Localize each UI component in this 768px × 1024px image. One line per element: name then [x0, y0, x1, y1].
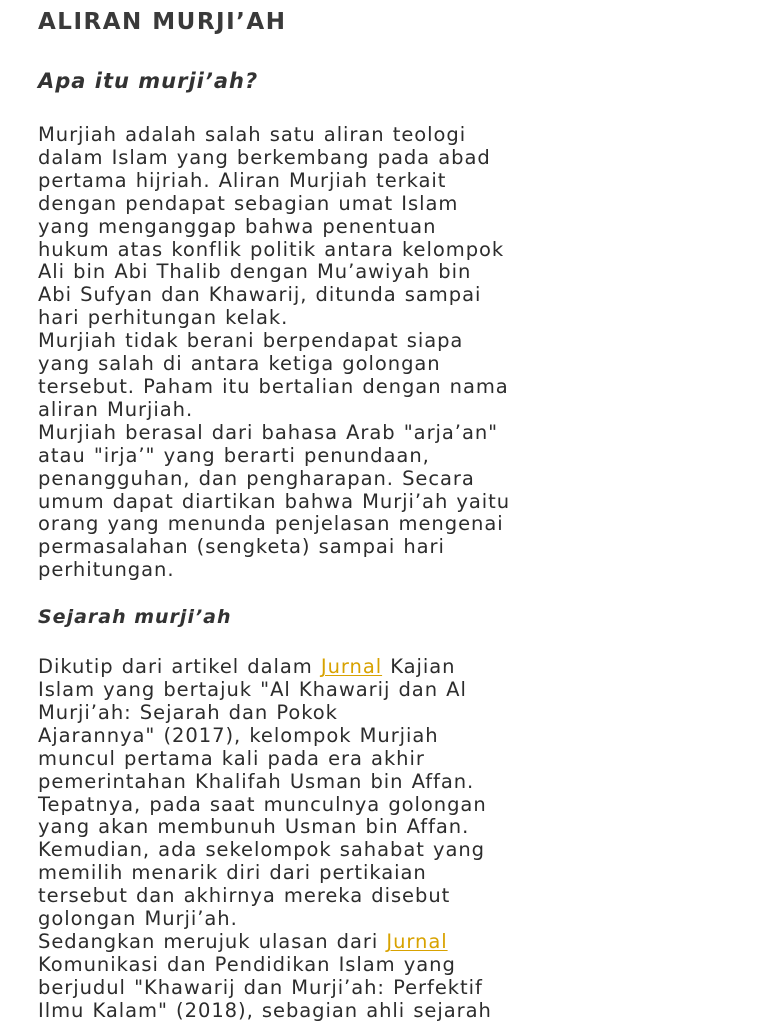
- text-line: [38, 656, 738, 679]
- text-line: permasalahan (sengketa) sampai hari: [38, 535, 445, 559]
- text-line: Islam yang bertajuk "Al Khawarij dan Al: [38, 678, 467, 702]
- article: [38, 0, 738, 1023]
- text-line: [38, 931, 738, 954]
- text-fragment: Dikutip dari artikel dalam: [38, 655, 321, 679]
- text-line: hukum atas konflik politik antara kelompok: [38, 237, 505, 261]
- text-line: orang yang menunda penjelasan mengenai: [38, 512, 504, 536]
- text-line: tersebut. Paham itu bertalian dengan nama: [38, 374, 509, 398]
- text-line: Murji’ah: Sejarah dan Pokok: [38, 700, 338, 724]
- text-line: penangguhan, dan pengharapan. Secara: [38, 466, 475, 490]
- text-line: perhitungan.: [38, 558, 175, 582]
- text-line: Komunikasi dan Pendidikan Islam yang: [38, 952, 456, 976]
- text-line: pemerintahan Khalifah Usman bin Affan.: [38, 769, 475, 793]
- text-line: memilih menarik diri dari pertikaian: [38, 861, 427, 885]
- text-line: Murjiah tidak berani berpendapat siapa: [38, 329, 464, 353]
- text-line: Kemudian, ada sekelompok sahabat yang: [38, 838, 486, 862]
- paragraph-history: [38, 656, 738, 931]
- text-fragment: Sedangkan merujuk ulasan dari: [38, 930, 387, 953]
- text-line: Ilmu Kalam" (2018), sebagian ahli sejarah: [38, 998, 492, 1022]
- jurnal-link[interactable]: Jurnal: [320, 655, 383, 679]
- section-heading-apa-itu: Apa itu murji’ah?: [38, 69, 259, 93]
- text-line: Murjiah adalah salah satu aliran teologi: [38, 123, 467, 146]
- text-line: golongan Murji’ah.: [38, 907, 238, 931]
- text-fragment: Kajian: [382, 655, 456, 679]
- text-line: tersebut dan akhirnya mereka disebut: [38, 884, 451, 908]
- text-line: muncul pertama kali pada era akhir: [38, 746, 425, 770]
- text-line: yang menganggap bahwa penentuan: [38, 214, 437, 238]
- text-line: dalam Islam yang berkembang pada abad: [38, 145, 491, 169]
- jurnal-link-2[interactable]: Jurnal: [386, 930, 448, 953]
- text-line: pertama hijriah. Aliran Murjiah terkait: [38, 168, 447, 192]
- page-title: ALIRAN MURJI’AH: [38, 9, 287, 35]
- paragraph-history-2: [38, 931, 738, 1023]
- text-line: Ajarannya" (2017), kelompok Murjiah: [38, 723, 439, 747]
- text-line: Tepatnya, pada saat munculnya golongan: [38, 792, 487, 816]
- text-line: yang salah di antara ketiga golongan: [38, 352, 441, 376]
- text-line: umum dapat diartikan bahwa Murji’ah yaitu: [38, 489, 511, 513]
- text-line: yang akan membunuh Usman bin Affan.: [38, 815, 470, 839]
- text-line: Ali bin Abi Thalib dengan Mu’awiyah bin: [38, 260, 472, 284]
- text-line: aliran Murjiah.: [38, 397, 194, 421]
- text-line: atau "irja’" yang berarti penundaan,: [38, 443, 430, 467]
- text-line: dengan pendapat sebagian umat Islam: [38, 191, 459, 215]
- paragraph-definition: [38, 124, 738, 330]
- section-heading-sejarah: Sejarah murji’ah: [38, 606, 232, 629]
- paragraph-etymology: [38, 422, 738, 582]
- paragraph-stance: [38, 330, 738, 422]
- text-line: Murjiah berasal dari bahasa Arab "arja’an": [38, 420, 499, 444]
- text-line: Abi Sufyan dan Khawarij, ditunda sampai: [38, 283, 482, 307]
- text-line: hari perhitungan kelak.: [38, 306, 289, 330]
- text-line: berjudul "Khawarij dan Murji’ah: Perfektif: [38, 975, 483, 999]
